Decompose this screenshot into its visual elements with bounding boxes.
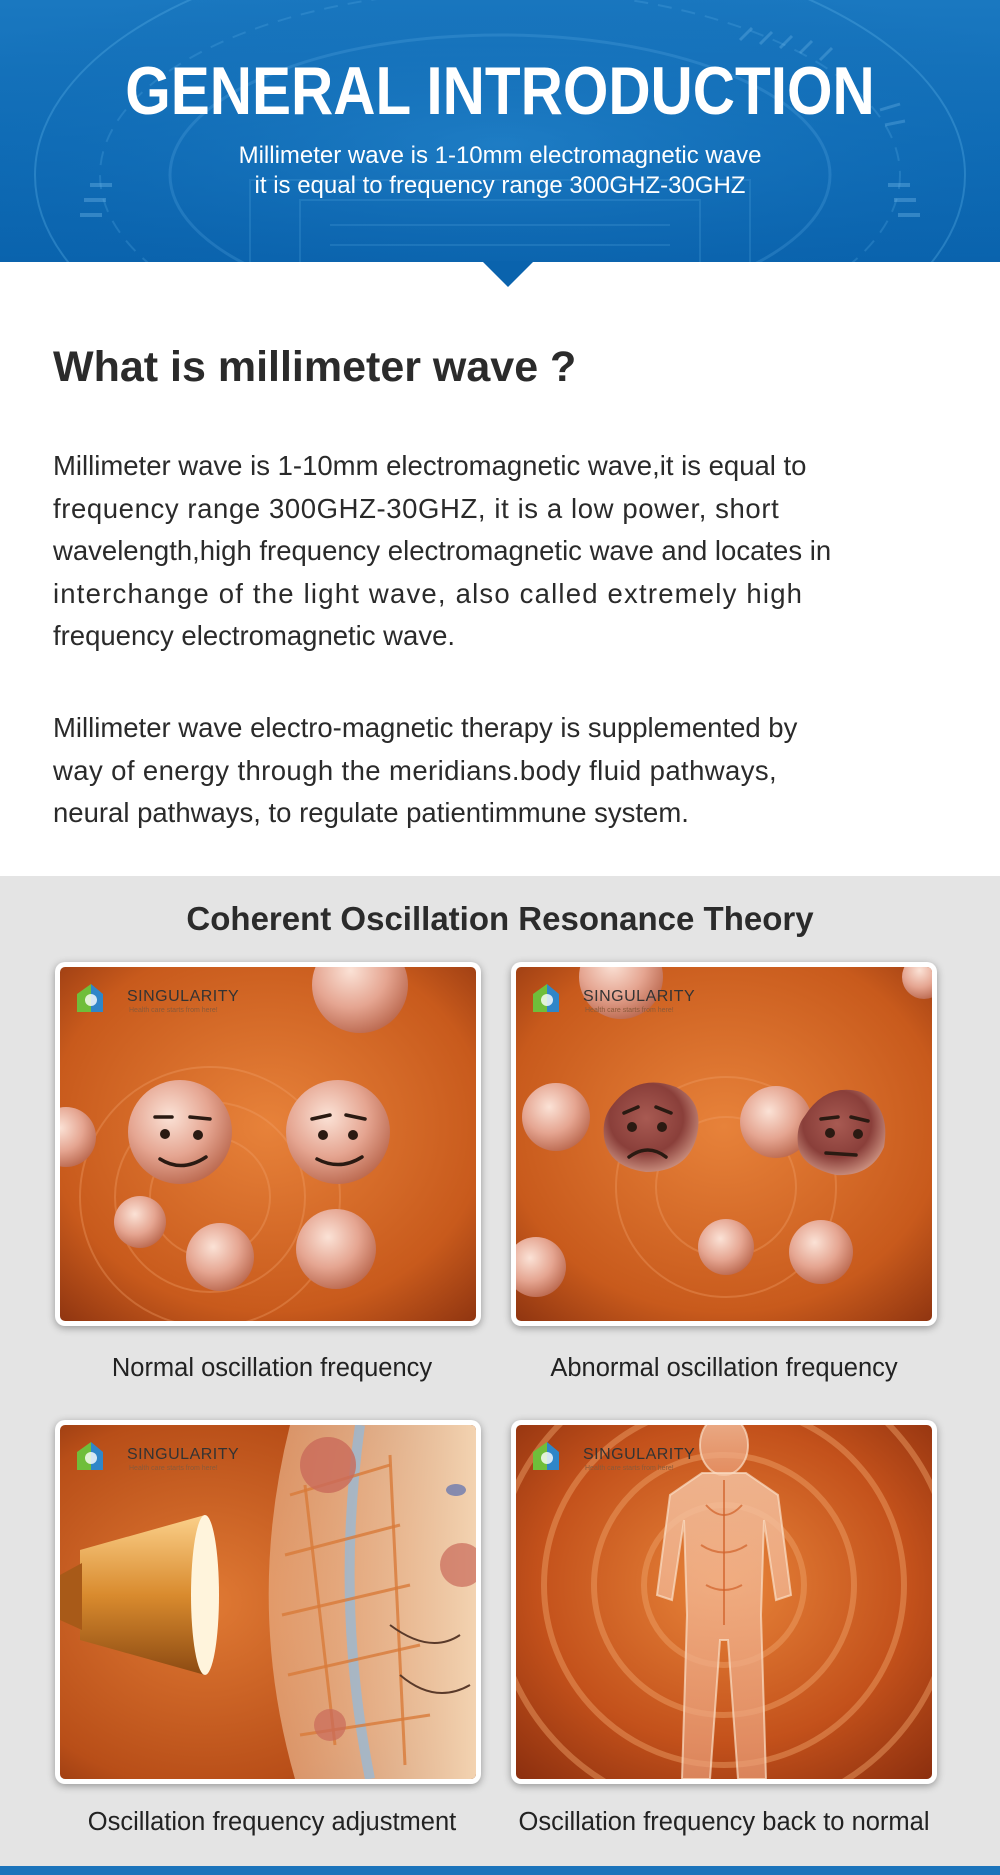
logo-brand-text: SINGULARITY — [583, 988, 696, 1005]
page-title: GENERAL INTRODUCTION — [125, 53, 875, 129]
smiling-cells-image — [60, 967, 476, 1321]
singularity-logo — [529, 1438, 729, 1478]
image-card-back-to-normal — [511, 1420, 937, 1784]
circuit-background-graphic — [0, 0, 1000, 262]
intro-paragraph-2 — [53, 707, 953, 835]
header-pointer-notch — [482, 261, 534, 287]
logo-mark-icon — [73, 1438, 123, 1478]
singularity-logo — [529, 980, 729, 1020]
image-card-abnormal — [511, 962, 937, 1326]
human-body-image — [516, 1425, 932, 1779]
paragraph-line: neural pathways, to regulate patientimmune system. — [53, 797, 689, 828]
logo-tagline: Health care starts from here! — [129, 1465, 218, 1472]
logo-mark-icon — [73, 980, 123, 1020]
paragraph-line: Millimeter wave electro-magnetic therapy is supplemented by — [53, 712, 798, 743]
sad-cells-image — [516, 967, 932, 1321]
caption-back-to-normal: Oscillation frequency back to normal — [518, 1808, 930, 1836]
caption-normal: Normal oscillation frequency — [111, 1354, 433, 1382]
logo-brand-text: SINGULARITY — [583, 1446, 696, 1463]
paragraph-line: way of energy through the meridians.body fluid pathways, — [53, 754, 778, 786]
paragraph-line: interchange of the light wave, also called extremely high — [53, 577, 804, 609]
paragraph-line: wavelength,high frequency electromagnetic wave and locates in — [53, 535, 832, 566]
logo-tagline: Health care starts from here! — [585, 1465, 674, 1472]
logo-mark-icon — [529, 980, 579, 1020]
theory-heading: Coherent Oscillation Resonance Theory — [186, 900, 814, 937]
logo-brand-text: SINGULARITY — [127, 988, 240, 1005]
paragraph-line: frequency electromagnetic wave. — [53, 620, 456, 651]
singularity-logo — [73, 1438, 273, 1478]
logo-tagline: Health care starts from here! — [129, 1007, 218, 1014]
emitter-tissue-image — [60, 1425, 476, 1779]
section-heading: What is millimeter wave ? — [53, 343, 577, 391]
singularity-logo — [73, 980, 273, 1020]
image-card-normal — [55, 962, 481, 1326]
bottom-blue-bar — [0, 1866, 1000, 1875]
logo-mark-icon — [529, 1438, 579, 1478]
caption-adjustment: Oscillation frequency adjustment — [87, 1808, 457, 1836]
header-subtitle-line-1: Millimeter wave is 1-10mm electromagnetic wave — [238, 142, 762, 169]
caption-abnormal: Abnormal oscillation frequency — [550, 1354, 898, 1382]
image-card-adjustment — [55, 1420, 481, 1784]
logo-brand-text: SINGULARITY — [127, 1446, 240, 1463]
paragraph-line: frequency range 300GHZ-30GHZ, it is a low power, short — [53, 492, 780, 524]
intro-paragraph-1 — [53, 445, 953, 658]
header-banner — [0, 0, 1000, 262]
header-subtitle-line-2: it is equal to frequency range 300GHZ-30GHZ — [254, 172, 746, 199]
logo-tagline: Health care starts from here! — [585, 1007, 674, 1014]
paragraph-line: Millimeter wave is 1-10mm electromagnetic wave,it is equal to — [53, 450, 807, 481]
